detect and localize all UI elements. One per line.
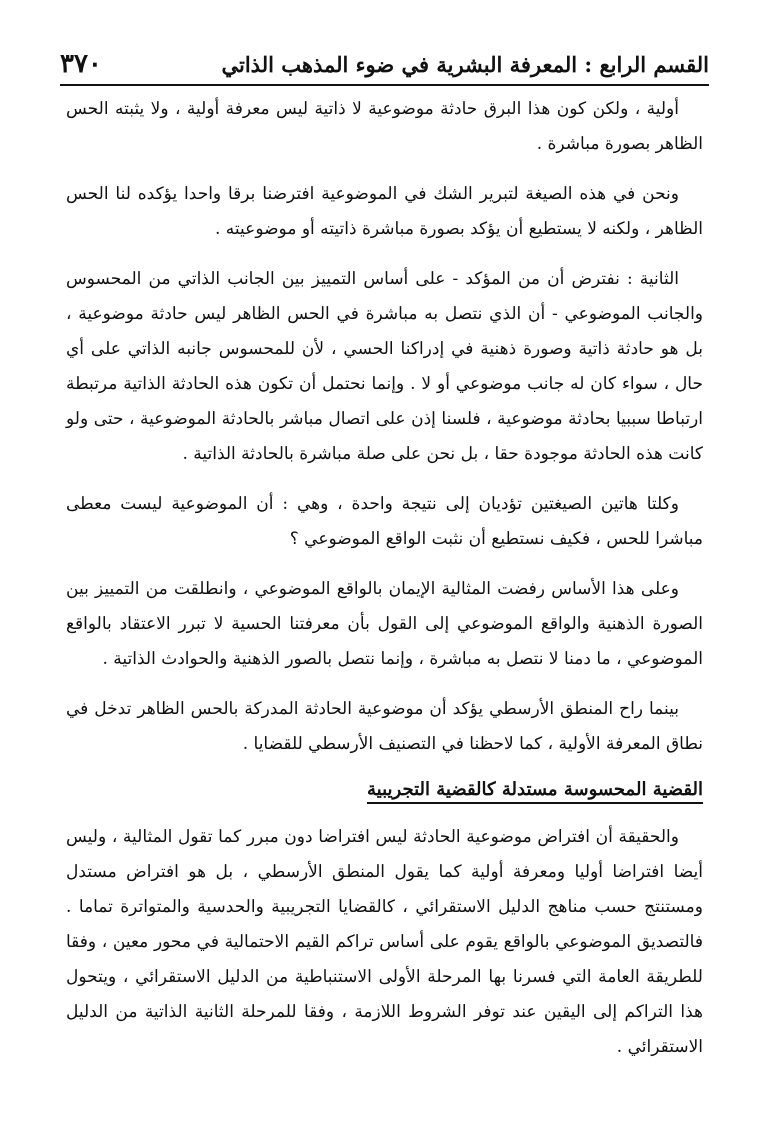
paragraph: وكلتا هاتين الصيغتين تؤديان إلى نتيجة واحدة ، وهي : أن الموضوعية ليست معطى مباشرا للحس ، فكيف نستطيع أن نثبت الواقع الموضوعي ؟ bbox=[66, 494, 703, 549]
page-body bbox=[66, 92, 703, 1080]
section-heading: القضية المحسوسة مستدلة كالقضية التجريبية bbox=[367, 779, 703, 804]
paragraph: والحقيقة أن افتراض موضوعية الحادثة ليس افتراضا دون مبرر كما تقول المثالية ، وليس أيضا افتراضا أوليا ومعرفة أولية كما يقول المنطق الأرسطي ، بل هو افتراض مستدل ومستنتج حسب مناهج الدليل الاستقرائي ، كالقضايا التجريبية والحدسية والمتواترة تماما . فالتصديق الموضوعي بالواقع يقوم على أساس تراكم القيم الاحتمالية في محور معين ، وفقا للطريقة العامة التي فسرنا بها المرحلة الأولى الاستنباطية من الدليل الاستقرائي ، ويتحول هذا التراكم إلى اليقين عند توفر الشروط اللازمة ، وفقا للمرحلة الثانية الذاتية من الدليل الاستقرائي . bbox=[66, 827, 703, 1057]
paragraph: وعلى هذا الأساس رفضت المثالية الإيمان بالواقع الموضوعي ، وانطلقت من التمييز بين الصورة الذهنية والواقع الموضوعي إلى القول بأن معرفتنا الحسية لا تبرر الاعتقاد بالواقع الموضوعي ، ما دمنا لا نتصل به مباشرة ، وإنما نتصل بالصور الذهنية والحوادث الذاتية . bbox=[66, 579, 703, 669]
paragraph: ونحن في هذه الصيغة لتبرير الشك في الموضوعية افترضنا برقا واحدا يؤكده لنا الحس الظاهر ، ولكنه لا يستطيع أن يؤكد بصورة مباشرة ذاتيته أو موضوعيته . bbox=[66, 184, 703, 239]
paragraph: الثانية : نفترض أن من المؤكد - على أساس التمييز بين الجانب الذاتي من المحسوس والجانب الموضوعي - أن الذي نتصل به مباشرة في الحس الظاهر ليس حادثة موضوعية ، بل هو حادثة ذاتية وصورة ذهنية في إدراكنا الحسي ، لأن للمحسوس جانبه الذاتي على أي حال ، سواء كان له جانب موضوعي أو لا . وإنما نحتمل أن تكون هذه الحادثة الذاتية مرتبطة ارتباطا سببيا بحادثة موضوعية ، فلسنا إذن على اتصال مباشر بالحادثة الموضوعية ، حتى ولو كانت هذه الحادثة موجودة حقا ، بل نحن على صلة مباشرة بالحادثة الذاتية . bbox=[66, 269, 703, 464]
page-number: ٣٧٠ bbox=[60, 49, 102, 79]
page-header bbox=[60, 44, 709, 86]
paragraph: أولية ، ولكن كون هذا البرق حادثة موضوعية لا ذاتية ليس معرفة أولية ، ولا يثبته الحس الظاهر بصورة مباشرة . bbox=[66, 99, 703, 154]
paragraph: بينما راح المنطق الأرسطي يؤكد أن موضوعية الحادثة المدركة بالحس الظاهر تدخل في نطاق المعرفة الأولية ، كما لاحظنا في التصنيف الأرسطي للقضايا . bbox=[66, 699, 703, 754]
running-title: القسم الرابع : المعرفة البشرية في ضوء المذهب الذاتي bbox=[221, 51, 709, 77]
